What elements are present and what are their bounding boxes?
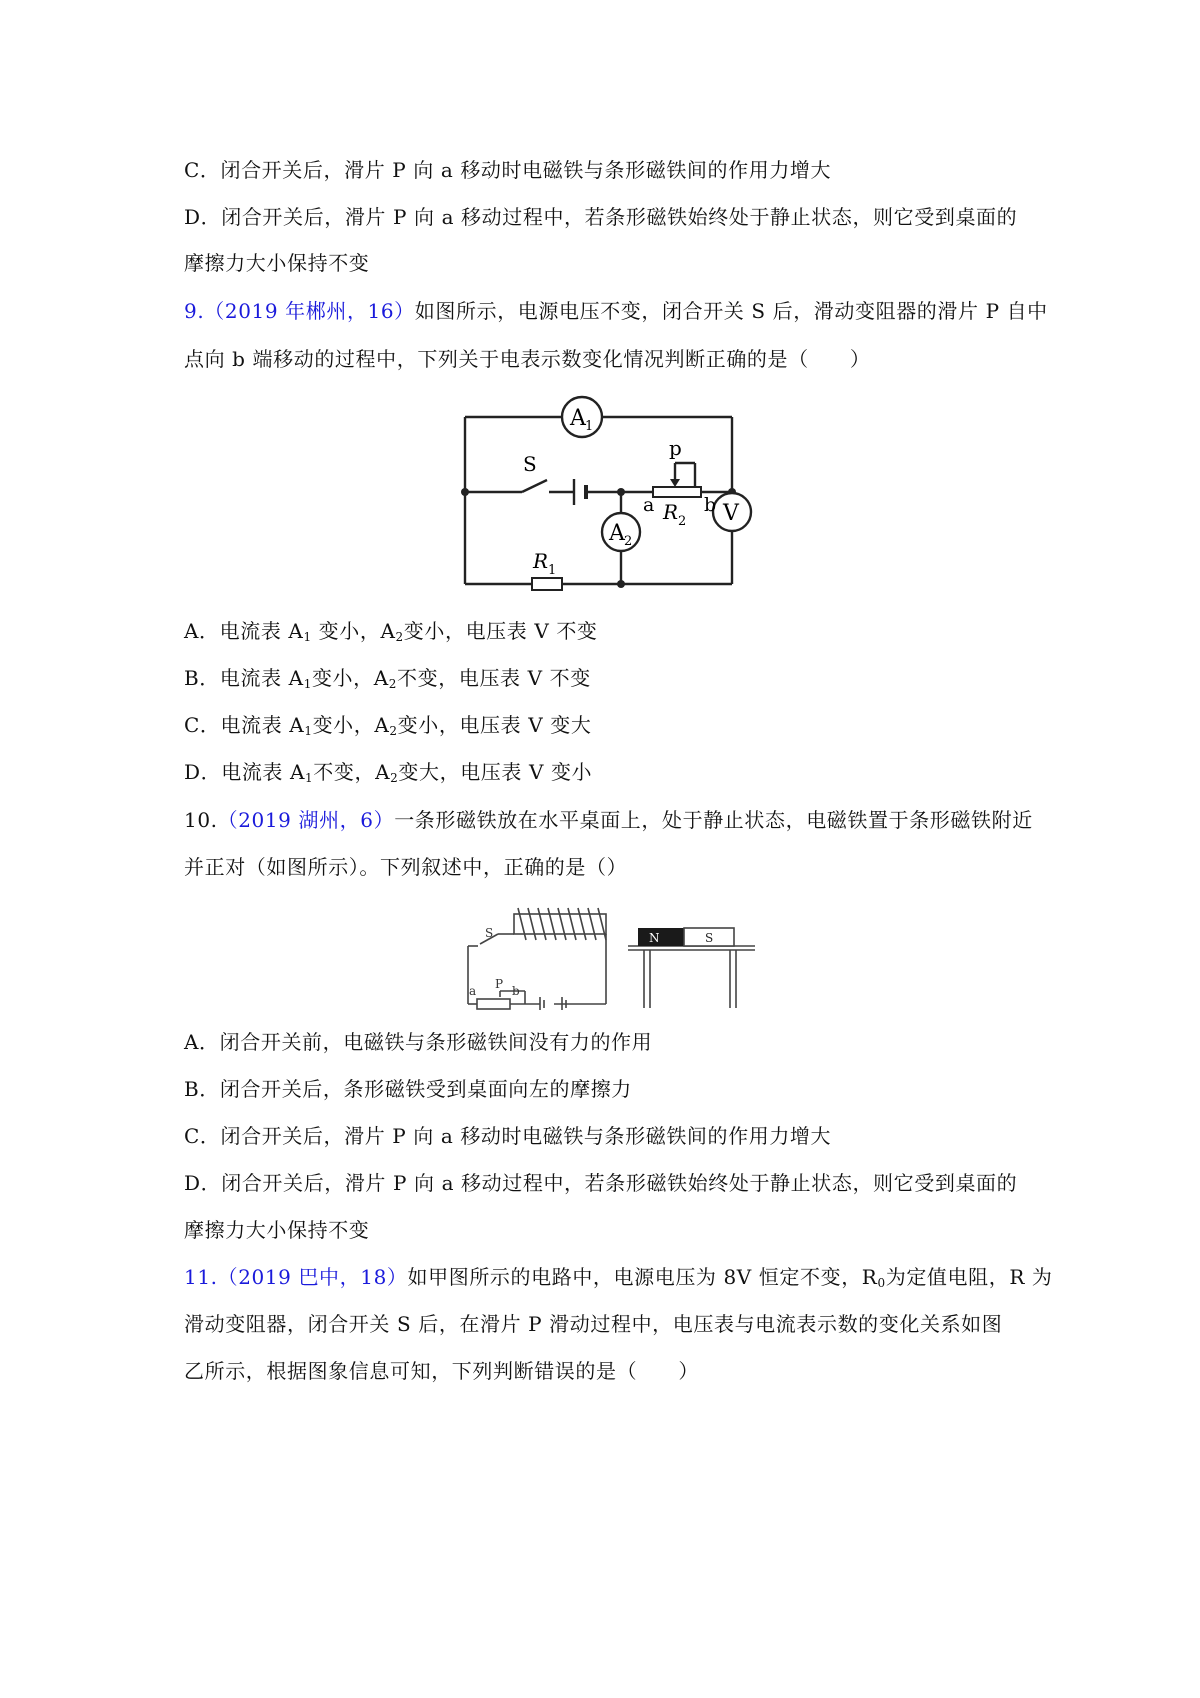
magnet-s-label: S: [705, 931, 714, 945]
q8-option-c: C．闭合开关后，滑片 P 向 a 移动时电磁铁与条形磁铁间的作用力增大: [184, 158, 832, 182]
slider-p-label: p: [669, 436, 682, 460]
a2-sub: 2: [624, 534, 633, 549]
q10-option-d-line1: D．闭合开关后，滑片 P 向 a 移动过程中，若条形磁铁始终处于静止状态，则它受到桌面的: [184, 1171, 1018, 1195]
q9-stem-line1: [184, 298, 1048, 324]
end-a-label: a: [643, 494, 655, 516]
q10-source: （2019 湖州，6）: [217, 808, 395, 832]
q10-electromagnet-diagram: [450, 900, 766, 1010]
q10-stem-line2: 并正对（如图所示）。下列叙述中，正确的是（）: [184, 855, 628, 879]
q9-stem-line2: 点向 b 端移动的过程中，下列关于电表示数变化情况判断正确的是（ ）: [184, 347, 871, 371]
end-b-label: b: [704, 494, 717, 516]
q11-stem-line3: 乙所示，根据图象信息可知，下列判断错误的是（ ）: [184, 1359, 699, 1383]
r1-label: R: [533, 549, 549, 573]
a1-label: A: [570, 406, 586, 431]
q10-stem-text: 一条形磁铁放在水平桌面上，处于静止状态，电磁铁置于条形磁铁附近: [394, 808, 1033, 832]
q10-stem-line1: [184, 807, 1033, 833]
q10-option-a: A．闭合开关前，电磁铁与条形磁铁间没有力的作用: [184, 1030, 653, 1054]
q9-source: 9.（2019 年郴州，16）: [184, 299, 415, 323]
q9-option-d: D．电流表 $A_1$不变，$A_2$变大，电压表 V 变小: [184, 760, 593, 785]
q9-option-b: B．电流表 $A_1$变小，$A_2$不变，电压表 V 不变: [184, 666, 591, 691]
q10-option-b: B．闭合开关后，条形磁铁受到桌面向左的摩擦力: [184, 1077, 632, 1101]
a2-label: A: [609, 521, 625, 546]
q10-option-d-line2: 摩擦力大小保持不变: [184, 1218, 370, 1242]
q9-circuit-diagram: [455, 395, 775, 600]
r2-label: R: [663, 500, 679, 524]
q11-source: 11.（2019 巴中，18）: [184, 1265, 408, 1289]
q11-stem-line1: 11.（2019 巴中，18）如甲图所示的电路中，电源电压为 8V 恒定不变，$R_0$为定值电阻，R 为: [184, 1265, 1053, 1290]
switch-s-label: S: [485, 926, 494, 940]
q8-option-d-line2: 摩擦力大小保持不变: [184, 251, 370, 275]
end-b-label: b: [512, 984, 520, 998]
r1-sub: 1: [548, 563, 557, 578]
q10-option-c: C．闭合开关后，滑片 P 向 a 移动时电磁铁与条形磁铁间的作用力增大: [184, 1124, 832, 1148]
end-a-label: a: [469, 984, 477, 998]
q9-option-c: C．电流表 $A_1$变小，$A_2$变小，电压表 V 变大: [184, 713, 592, 738]
q9-stem-text: 如图所示，电源电压不变，闭合开关 S 后，滑动变阻器的滑片 P 自中: [414, 299, 1048, 323]
q10-number: 10.: [184, 808, 218, 832]
v-label: V: [723, 501, 739, 526]
slider-p-label: P: [495, 977, 504, 991]
q11-stem-line2: 滑动变阻器，闭合开关 S 后，在滑片 P 滑动过程中，电压表与电流表示数的变化关系如图: [184, 1312, 1003, 1336]
q9-option-a: A．电流表 $A_1$ 变小，$A_2$变小，电压表 V 不变: [184, 619, 598, 644]
magnet-n-label: N: [649, 931, 660, 945]
a1-sub: 1: [585, 419, 594, 434]
q8-option-d-line1: D．闭合开关后，滑片 P 向 a 移动过程中，若条形磁铁始终处于静止状态，则它受到桌面的: [184, 205, 1018, 229]
r2-sub: 2: [678, 514, 687, 529]
switch-s-label: S: [523, 452, 537, 476]
